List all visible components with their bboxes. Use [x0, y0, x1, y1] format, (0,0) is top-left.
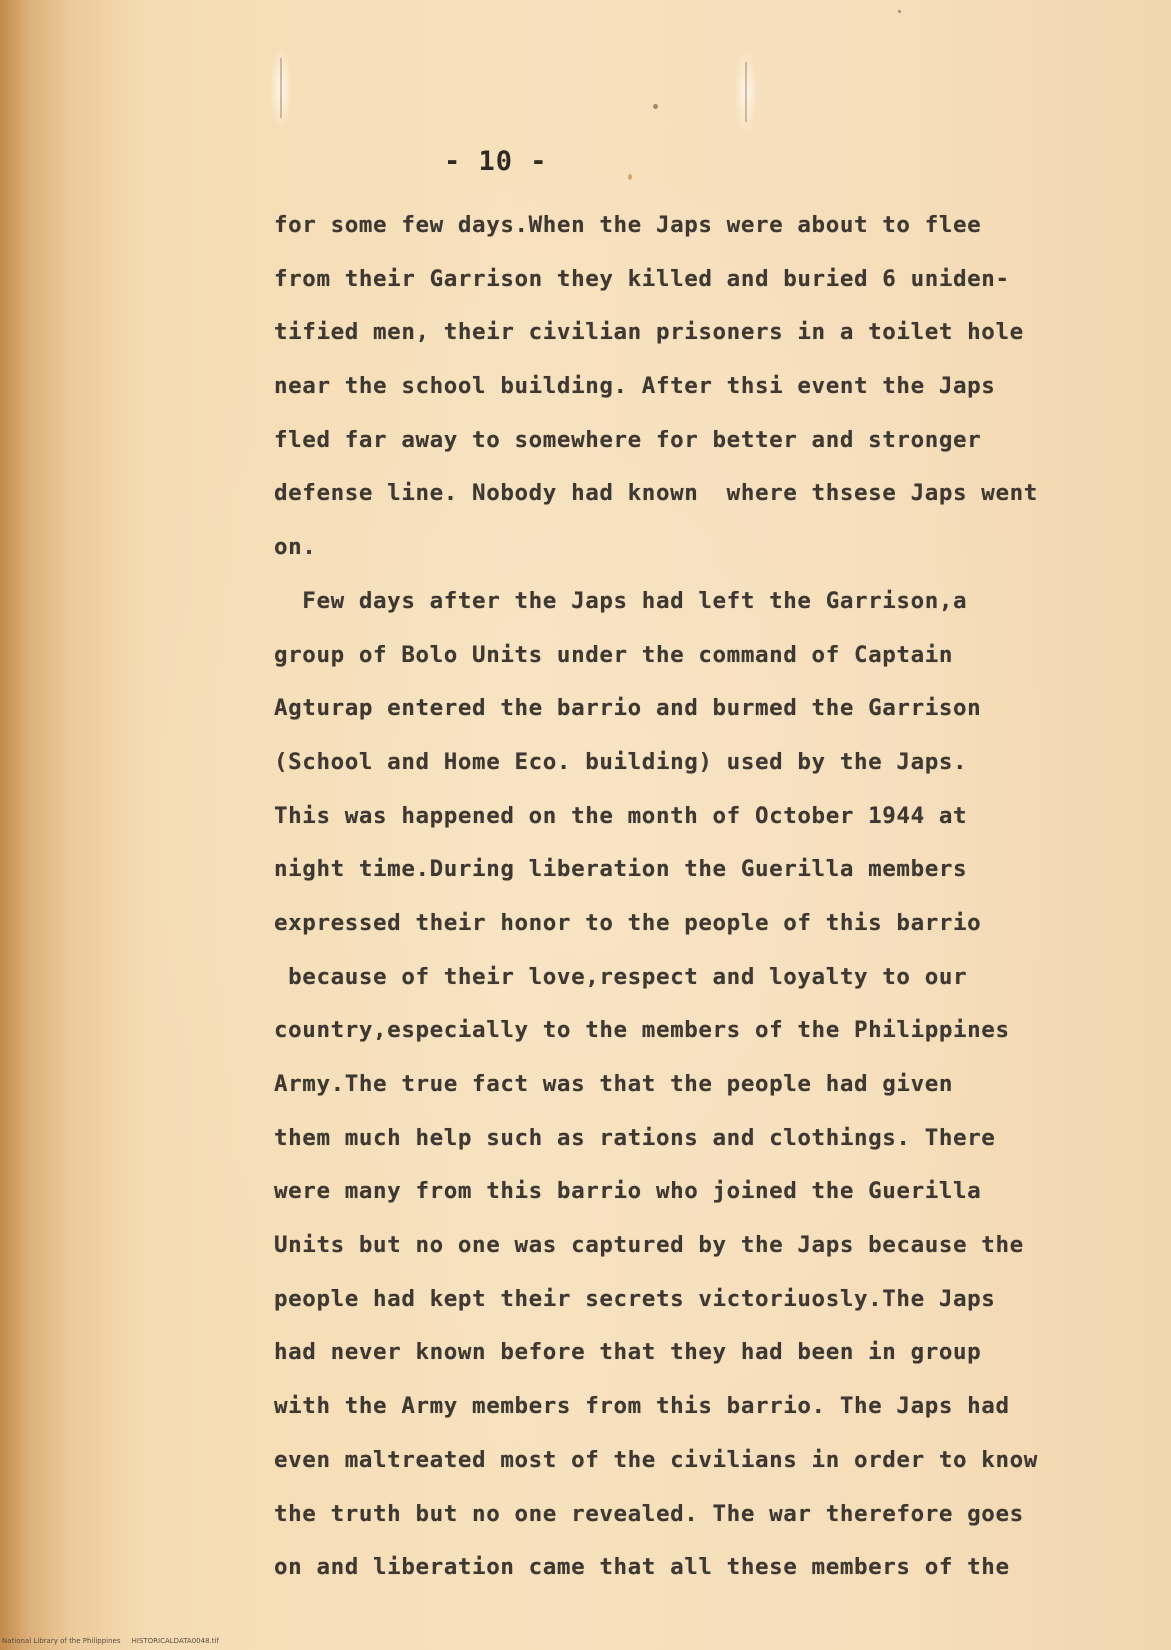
text-line: were many from this barrio who joined the Guerilla — [274, 1178, 982, 1205]
text-line: near the school building. After thsi event the Japs — [274, 373, 996, 400]
text-line: the truth but no one revealed. The war therefore goes — [274, 1500, 1024, 1527]
typed-body-text — [274, 199, 1144, 1595]
text-line: expressed their honor to the people of this barrio — [274, 909, 982, 936]
paper-speck — [628, 174, 632, 180]
text-line: country,especially to the members of the Philippines — [274, 1017, 1010, 1044]
paper-speck — [898, 10, 901, 13]
text-line: them much help such as rations and clothings. There — [274, 1124, 996, 1151]
text-line: for some few days.When the Japs were about to flee — [274, 212, 982, 238]
text-line: on. — [274, 534, 317, 561]
text-line: Army.The true fact was that the people had given — [274, 1071, 954, 1097]
page-number: - 10 - — [444, 146, 548, 177]
paper-fold-mark-right — [735, 52, 757, 132]
text-line: had never known before that they had been in group — [274, 1339, 982, 1366]
text-line: people had kept their secrets victoriuosly.The Japs — [274, 1285, 996, 1312]
text-line: (School and Home Eco. building) used by the Japs. — [274, 748, 968, 775]
text-line: even maltreated most of the civilians in order to know — [274, 1446, 1038, 1473]
text-line: This was happened on the month of October 1944 at — [274, 802, 968, 829]
text-line: Agturap entered the barrio and burmed the Garrison — [274, 695, 982, 722]
text-line: Few days after the Japs had left the Garrison,a — [274, 587, 968, 614]
text-line: night time.During liberation the Guerilla members — [274, 856, 968, 883]
paper-speck — [653, 104, 658, 109]
text-line: tified men, their civilian prisoners in a toilet hole — [274, 319, 1024, 346]
text-line: on and liberation came that all these members of the — [274, 1554, 1010, 1581]
text-line: from their Garrison they killed and buried 6 uniden- — [274, 265, 1010, 292]
text-line: defense line. Nobody had known where thsese Japs went — [274, 480, 1038, 507]
text-line: with the Army members from this barrio. The Japs had — [274, 1393, 1010, 1420]
text-line: group of Bolo Units under the command of Captain — [274, 641, 954, 668]
scan-footer-caption: National Library of the Philippines HISTORICALDATA0048.tif — [2, 1637, 219, 1645]
text-line: Units but no one was captured by the Japs because the — [274, 1232, 1024, 1259]
paper-fold-mark-left — [270, 48, 292, 128]
text-line: because of their love,respect and loyalty to our — [274, 963, 968, 990]
text-line: fled far away to somewhere for better and stronger — [274, 426, 982, 453]
